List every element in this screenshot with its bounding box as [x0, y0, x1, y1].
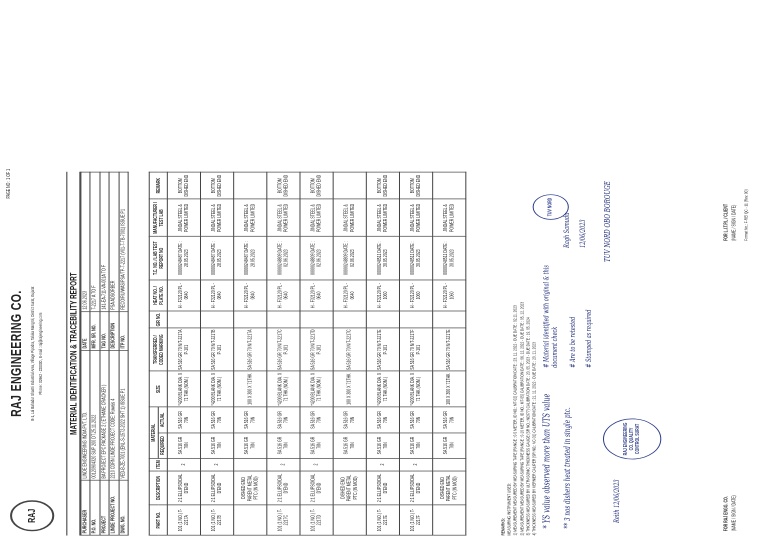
table-row	[433, 172, 466, 535]
info-value: 2210 CDRN LINDE PROJECT CODE: Ruwais 4	[109, 350, 118, 480]
size-cell: *4200 BLANK DIA. X 71 THK (NOM.)	[300, 371, 333, 407]
footer-left-company: FOR RAJ ENGG. CO.	[723, 496, 730, 532]
gir-cell	[300, 311, 333, 328]
info-row	[119, 172, 128, 535]
handwritten-note-identified: # Material identified with original & this document check	[542, 265, 559, 368]
rotated-report-sheet	[0, 163, 768, 544]
table-row	[300, 172, 333, 535]
remarks-heading: REMARKS:	[500, 518, 506, 536]
part-no-cell	[333, 505, 366, 535]
info-label: LINDE PROJECT NO.	[109, 480, 118, 535]
footer-right-company: FOR L.I.T.P.L / CLIENT	[723, 203, 730, 241]
actual-material-cell: SA 516 GR 70N	[366, 407, 399, 433]
handwritten-note-retest: # Are to be retested	[568, 316, 577, 368]
item-cell: 2	[399, 458, 432, 470]
part-no-cell	[433, 505, 466, 535]
gir-cell	[267, 311, 300, 328]
item-cell: 2	[366, 458, 399, 470]
info-value: RECO/RU/WAS/PSA/TP-T-2217 (V01-T-TB-7001) ISSUE P1	[119, 172, 128, 311]
company-logo	[10, 500, 54, 531]
manufacturer-cell: JINDAL STEEL & POWER LIMITED	[433, 199, 466, 236]
item-cell	[333, 458, 366, 470]
heat-no-cell: H - F32120 PL - 1060	[366, 280, 399, 311]
remark-cell: BOTTOM DISHED END	[399, 172, 432, 199]
marking-cell: SA 516 GR 70 N/T-2217E	[433, 328, 466, 371]
report-title: MATERIAL IDENTIFICATION & TRACEBILITY REPORT	[67, 172, 80, 536]
manufacturer-cell: JINDAL STEEL & POWER LIMITED	[234, 199, 267, 236]
info-value: T-2217 A TO F	[90, 172, 99, 311]
heat-no-cell: H - F32120 PL - 1060	[433, 280, 466, 311]
part-no-cell: 101 (1 NO.) T-2217C	[267, 505, 300, 535]
info-label: TAG NO.	[100, 311, 109, 350]
marking-cell: SA 516 GR 70 N/T-2217D P-101	[300, 328, 333, 371]
required-material-cell: SA 516 GR 70N	[200, 433, 233, 459]
tc-no-cell: 00000248487 DATE : 28.05.2023	[167, 237, 200, 280]
info-table	[80, 172, 128, 536]
actual-material-cell: SA 516 GR 70N	[167, 407, 200, 433]
info-value: PSA ADSORBER	[109, 172, 118, 311]
size-cell: 100 X 300 X 71THK	[433, 371, 466, 407]
marking-cell: SA 516 GR 70 N/T-2217E P-101	[366, 328, 399, 371]
heat-no-cell: H - F32120 PL - 0840	[167, 280, 200, 311]
remark-line: 2) MEASUREMENT MEASURED BY MEASURING TAPE (RANGE : 0-10 METER, ID NO.: MT-05) CALIBRATION DATE : 06. 12. 2022 - DUE DATE : 05. 12. 2023	[519, 301, 525, 536]
address-line-2: Phone : 02662 - 220000 , E-mail : raj@rajengineering.com	[38, 312, 44, 395]
info-label: PURCHASER	[81, 480, 90, 535]
info-row	[109, 172, 118, 535]
info-label: ITP NO.	[119, 311, 128, 350]
inspector-name: TUV NORD OBO BOROUGE	[603, 181, 613, 262]
tc-no-cell: 00000248511 DATE : 30.05.2023	[433, 237, 466, 280]
description-cell: 2:1 ELLIPSOIDAL D'END	[300, 471, 333, 505]
gir-cell	[234, 311, 267, 328]
size-cell: *4200 BLANK DIA. X 71 THK (NOM.)	[167, 371, 200, 407]
remark-line: 4) THICKNESS MEASURED BY VERNIER CALIPER (SR NO.: VC-01) CALIBRATION DATE : 21. 11. 2022 - DUE DATE : 20. 11. 2023	[531, 342, 537, 536]
heat-no-cell: H - F32120 PL - 0640	[267, 280, 300, 311]
description-cell: 2:1 ELLIPSOIDAL D'END	[200, 471, 233, 505]
company-name: RAJ ENGINEERING CO.	[8, 290, 26, 417]
manufacturer-cell: JINDAL STEEL & POWER LIMITED	[399, 199, 432, 236]
remark-cell	[333, 172, 366, 199]
manufacturer-cell: JINDAL STEEL & POWER LIMITED	[267, 199, 300, 236]
manufacturer-cell: JINDAL STEEL & POWER LIMITED	[167, 199, 200, 236]
marking-cell: SA 516 GR 70 N/T-2217C	[333, 328, 366, 371]
tc-no-cell: 00000248809 DATE : 02.06.2023	[300, 237, 333, 280]
description-cell: DISHED END PARENT METAL PTC (IN MOD)	[333, 471, 366, 505]
info-value: 141-EA-711-VA-001A TO F	[100, 172, 109, 311]
required-material-cell: SA 516 GR 70N	[333, 433, 366, 459]
actual-material-cell: SA 516 GR 70N	[200, 407, 233, 433]
marking-cell: SA 516 GR 70 N/T-2217C P-101	[267, 328, 300, 371]
actual-material-cell: SA 516 GR 70N	[433, 407, 466, 433]
item-cell: 2	[200, 458, 233, 470]
item-cell: 2	[167, 458, 200, 470]
info-label: P.O. NO.	[90, 480, 99, 535]
gir-cell	[167, 311, 200, 328]
size-cell: 100 X 300 X 71THK	[333, 371, 366, 407]
heat-no-cell: H - F32120 PL - 1060	[399, 280, 432, 311]
remark-cell	[433, 172, 466, 199]
required-material-cell: SA 516 GR 70N	[167, 433, 200, 459]
col-gir: GIR NO.	[149, 311, 167, 328]
col-description: DESCRIPTION	[149, 471, 167, 505]
col-transferred: TRANSFERRED / CODED MARKING	[149, 328, 167, 371]
part-no-cell: 101 (1 NO.) T-2217E	[366, 505, 399, 535]
info-row	[90, 172, 99, 535]
col-part-no: PART NO.	[149, 505, 167, 535]
heat-no-cell: H - F32120 PL - 0640	[300, 280, 333, 311]
tc-no-cell: 00000248511 DATE : 30.05.2023	[366, 237, 399, 280]
size-cell: 100 X 300 X 71THK	[234, 371, 267, 407]
info-value: BA PROJECT EPC PACKAGE 2 ( ETHANE CRACKER )	[100, 350, 109, 480]
description-cell: 2:1 ELLIPSOIDAL D'END	[399, 471, 432, 505]
gir-cell	[399, 311, 432, 328]
col-item: ITEM	[149, 458, 167, 470]
remarks-subheading: MEASURING INSTRUMENT USED:	[506, 483, 512, 536]
table-row	[234, 172, 267, 535]
logo-text: RAJ	[26, 508, 38, 523]
table-row	[267, 172, 300, 535]
page-number: PAGE NO : 1 OF 1	[6, 168, 13, 199]
actual-material-cell: SA 516 GR 70N	[399, 407, 432, 433]
actual-material-cell: SA 516 GR 70N	[234, 407, 267, 433]
info-value: VED-B-ZE-7001 (ENL-S-1572-2022 SHT 1) ISSUE P1	[119, 350, 128, 480]
footer-left-role: (NAME / SIGN / DATE)	[731, 495, 738, 532]
table-row	[167, 172, 200, 535]
required-material-cell: SA 516 GR 70N	[267, 433, 300, 459]
gir-cell	[366, 311, 399, 328]
info-row	[81, 172, 90, 535]
info-label: DATE	[81, 311, 90, 350]
item-cell: 2	[267, 458, 300, 470]
handwritten-note-stamped: # Stamped as required	[584, 309, 593, 368]
table-row	[200, 172, 233, 535]
traceability-table	[149, 172, 467, 536]
marking-cell: SA 516 GR 70 N/T-2217B P-101	[200, 328, 233, 371]
marking-cell: SA 516 GR 70 N/T-2217A	[234, 328, 267, 371]
part-no-cell: 101 (1 NO.) T-2217F	[399, 505, 432, 535]
required-material-cell: SA 516 GR 70N	[399, 433, 432, 459]
size-cell: *4200 BLANK DIA. X 71 THK (NOM.)	[200, 371, 233, 407]
item-cell: 2	[300, 458, 333, 470]
gir-cell	[333, 311, 366, 328]
part-no-cell: 101 (1 NO.) T-2217D	[300, 505, 333, 535]
heat-no-cell: H - F32120 PL - 0640	[333, 280, 366, 311]
gir-cell	[433, 311, 466, 328]
col-required: REQUIRED	[158, 433, 167, 459]
info-label: MFR. SR. NO.	[90, 311, 99, 350]
required-material-cell: SA 516 GR 70N	[300, 433, 333, 459]
manufacturer-cell: JINDAL STEEL & POWER LIMITED	[366, 199, 399, 236]
description-cell: 2:1 ELLIPSOIDAL D'END	[267, 471, 300, 505]
remark-cell: BOTTOM DISHED END	[366, 172, 399, 199]
description-cell: DISHED END PARENT METAL PTC (IN MOD)	[234, 471, 267, 505]
format-number: Format No.: F-RE/ QC - 11 (Rev. 00)	[743, 189, 749, 241]
description-cell: 2:1 ELLIPSOIDAL D'END	[167, 471, 200, 505]
handwritten-note-ys: * YS value observed more than UTS value	[542, 393, 553, 529]
heat-no-cell: H - F32120 PL - 0840	[200, 280, 233, 311]
info-row	[100, 172, 109, 535]
remark-cell: BOTTOM DISHED END	[167, 172, 200, 199]
heat-no-cell: H - F32120 PL - 0840	[234, 280, 267, 311]
col-manufacturer: MANUFACTURER / TEST LAB	[149, 199, 167, 236]
required-material-cell: SA 516 GR 70N	[433, 433, 466, 459]
info-label: DWG. NO.	[119, 480, 128, 535]
remark-cell: BOTTOM DISHED END	[200, 172, 233, 199]
item-cell	[433, 458, 466, 470]
table-header-row	[149, 172, 158, 535]
gir-cell	[200, 311, 233, 328]
col-material: MATERIAL	[149, 407, 158, 458]
remark-line: 1) MEASUREMENT MEASURED BY MEASURING TAPE (RANGE : 0-5 METER, ID NO.: MT-02) CALIBRATION DATE : 23. 11. 2022 - DUE DATE : 02.11. 2023	[512, 305, 518, 536]
size-cell: *4200 BLANK DIA. X 71 THK (NOM.)	[267, 371, 300, 407]
table-row	[366, 172, 399, 535]
col-size: SIZE	[149, 371, 167, 407]
inspector-stamp: TUV NORD	[533, 194, 569, 219]
info-label: PROJECT	[100, 480, 109, 535]
remark-line: 3) THICKNESS MEASURED BY ULTRASONIC THICKNESS GAUGE (SR NO.: NC977) CALIBRATION DATE : 20. 05. 2023 - DUE DATE : 19. 05. 2024	[525, 317, 531, 536]
remark-cell	[234, 172, 267, 199]
tc-no-cell: 00000248511 DATE : 30.05.2023	[399, 237, 432, 280]
left-signature: Reith 12/06/2023	[613, 479, 622, 523]
col-tc: T.C. NO. / LAB TEST REPORT NO	[149, 237, 167, 280]
info-value: LINDE ENGINEERING INDIA PVT. LTD.	[81, 350, 90, 480]
company-stamp: RAJ ENGINEERING CO. QUALITY CONTROL SURAT	[603, 419, 661, 460]
item-cell	[234, 458, 267, 470]
marking-cell: SA 516 GR 70 N/T-2217A P-101	[167, 328, 200, 371]
part-no-cell	[234, 505, 267, 535]
footer-right-role: (NAME / SIGN / DATE)	[731, 204, 738, 241]
table-row	[333, 172, 366, 535]
part-no-cell: 101 (1 NO.) T-2217A	[167, 505, 200, 535]
part-no-cell: 101 (1 NO.) T-2217B	[200, 505, 233, 535]
inspector-signature: Ragh Samudu	[562, 212, 571, 248]
required-material-cell: SA 516 GR 70N	[366, 433, 399, 459]
remarks-block	[500, 172, 537, 536]
address-line-1: B-1, Lal Bahadur Shastri Industrial Area, Village Pipodra, Taluka Mangrol, District Surat, Gujarat	[30, 286, 36, 421]
info-value: 00120904320 SUP 200 DT.25.11.2022	[90, 350, 99, 480]
size-cell: *4200 BLANK DIA. X 71 THK (NOM.)	[399, 371, 432, 407]
description-cell: DISHED END PARENT METAL PTC (IN MOD)	[433, 471, 466, 505]
marking-cell: SA 516 GR 70 N/T-2217F P-101	[399, 328, 432, 371]
actual-material-cell: SA 516 GR 70N	[267, 407, 300, 433]
info-label: DESCRIPTION	[109, 311, 118, 350]
remark-cell: BOTTOM DISHED END	[267, 172, 300, 199]
size-cell: *4200 BLANK DIA. X 71 THK (NOM.)	[366, 371, 399, 407]
col-heat: HEAT NO. / PLATE NO.	[149, 280, 167, 311]
inspector-sign-date: 12/06/2023	[578, 219, 587, 248]
tc-no-cell: 00000248487 DATE : 28.05.2023	[234, 237, 267, 280]
table-row	[399, 172, 432, 535]
tc-no-cell: 00000248809 DATE : 02.06.2023	[267, 237, 300, 280]
description-cell: 2:1 ELLIPSOIDAL D'END	[366, 471, 399, 505]
actual-material-cell: SA 516 GR 70N	[333, 407, 366, 433]
required-material-cell: SA 516 GR 70N	[234, 433, 267, 459]
tc-no-cell: 00000248487 DATE : 28.05.2023	[200, 237, 233, 280]
manufacturer-cell: JINDAL STEEL & POWER LIMITED	[200, 199, 233, 236]
tc-no-cell: 00000248809 DATE : 02.06.2023	[333, 237, 366, 280]
handwritten-note-ptc: ** 3 nos dishers heat treated in single ptc.	[562, 407, 572, 529]
actual-material-cell: SA 516 GR 70N	[300, 407, 333, 433]
col-remark: REMARK	[149, 172, 167, 199]
col-actual: ACTUAL	[158, 407, 167, 433]
remark-cell: BOTTOM DISHED END	[300, 172, 333, 199]
info-value: 12.06.2023	[81, 172, 90, 311]
manufacturer-cell: JINDAL STEEL & POWER LIMITED	[300, 199, 333, 236]
manufacturer-cell: JINDAL STEEL & POWER LIMITED	[333, 199, 366, 236]
